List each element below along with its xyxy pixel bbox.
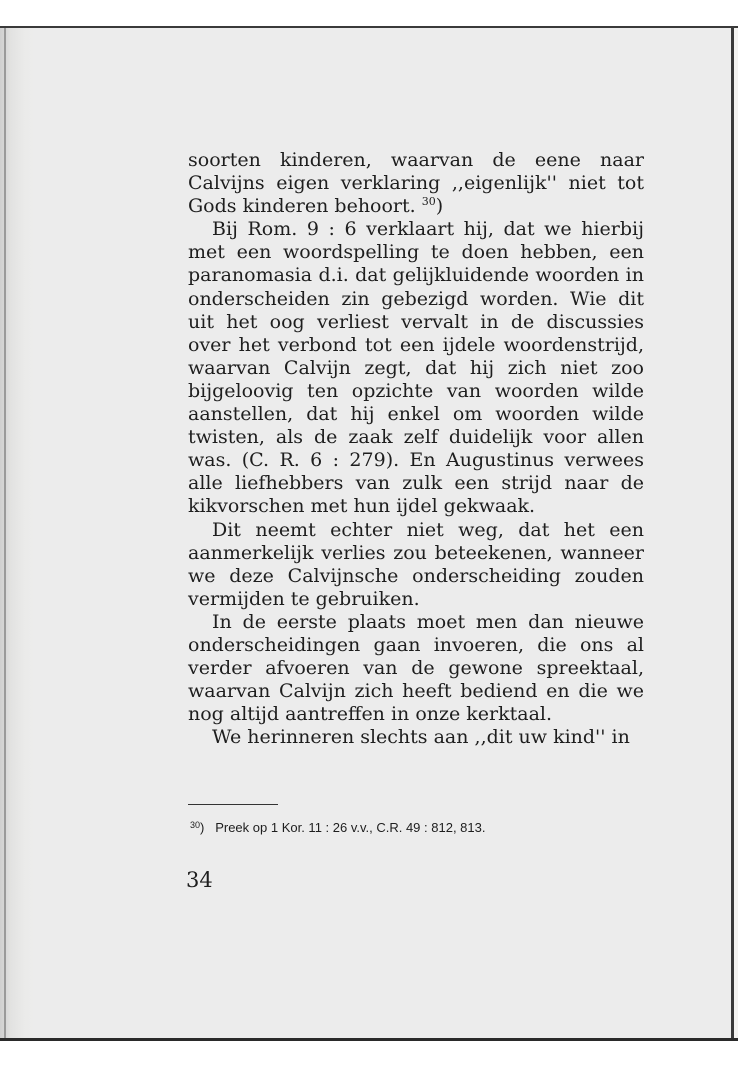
paragraph-4: In de eerste plaats moet men dan nieuwe onderscheidingen gaan invoeren, die ons al verder afvoeren van de gewone spreektaal, waarvan Calvijn zich heeft bediend en die we nog altijd aantreffen in onze kerktaal. bbox=[188, 610, 644, 726]
paragraph-1-text: soorten kinderen, waarvan de eene naar Calvijns eigen verklaring ,,eigenlijk'' niet tot Gods kinderen behoort. bbox=[188, 149, 644, 218]
footnote-number: 30 bbox=[190, 820, 201, 830]
paragraph-2: Bij Rom. 9 : 6 verklaart hij, dat we hierbij met een woordspelling te doen hebben, een paranomasia d.i. dat gelijkluidende woorden in onderscheiden zin gebezigd worden. Wie dit uit het oog verliest vervalt in de discussies over het verbond tot een ijdele woordenstrijd, waarvan Calvijn zegt, dat hij zich niet zoo bijgeloovig ten opzichte van woorden wilde aanstellen, dat hij enkel om woorden wilde twisten, als de zaak zelf duidelijk voor allen was. (C. R. 6 : 279). En Augustinus verwees alle liefhebbers van zulk een strijd naar de kikvorschen met hun ijdel gekwaak. bbox=[188, 218, 644, 518]
page-edge-top bbox=[0, 26, 738, 28]
paragraph-3: Dit neemt echter niet weg, dat het een aanmerkelijk verlies zou beteekenen, wanneer we deze Calvijnsche onderscheiding zouden vermijden te gebruiken. bbox=[188, 518, 644, 610]
page-edge-right bbox=[731, 28, 734, 1040]
footnote-reference-paren: ) bbox=[435, 195, 444, 218]
footnote-paren: ) bbox=[200, 820, 205, 835]
footnote-reference: 30 bbox=[421, 195, 436, 209]
footnote-rule bbox=[188, 804, 278, 805]
footnote bbox=[190, 820, 650, 835]
footnote-text: Preek op 1 Kor. 11 : 26 v.v., C.R. 49 : 812, 813. bbox=[215, 820, 486, 835]
paragraph-1 bbox=[188, 149, 644, 218]
scan-margin-top bbox=[0, 0, 738, 26]
gutter-line bbox=[4, 28, 6, 1040]
paragraph-5: We herinneren slechts aan ,,dit uw kind'' in bbox=[212, 726, 630, 749]
body-text bbox=[188, 149, 644, 749]
page-number: 34 bbox=[186, 868, 213, 892]
scan-margin-bottom bbox=[0, 1041, 738, 1068]
